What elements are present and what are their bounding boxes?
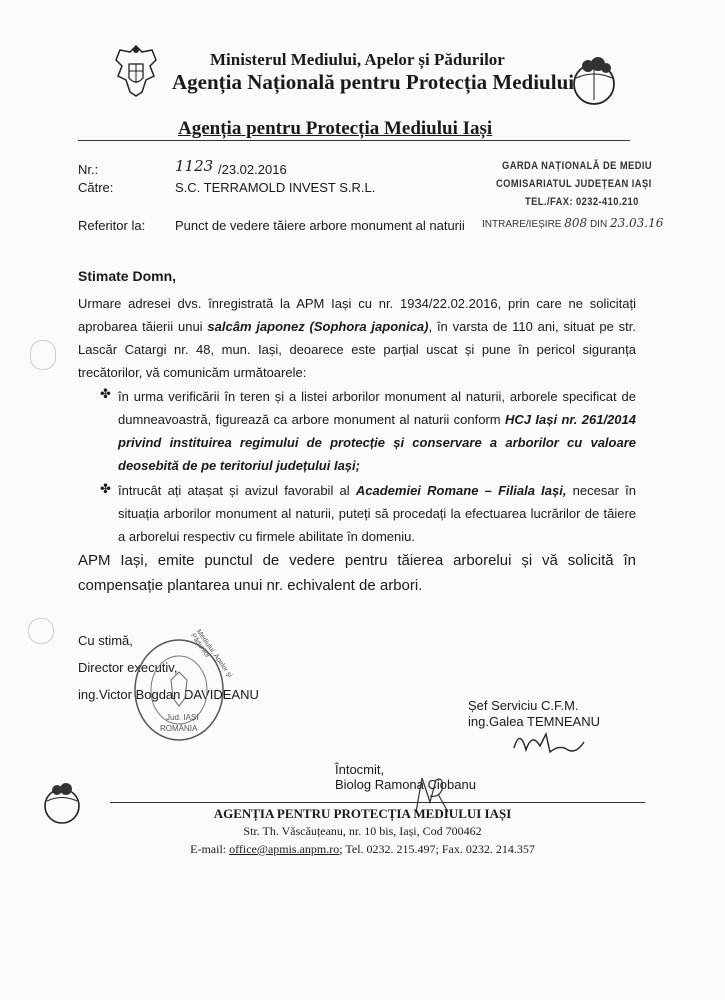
stamp-line-3: TEL./FAX: 0232-410.210 (525, 196, 639, 208)
drafted-name: Biolog Ramona Ciobanu (335, 777, 476, 792)
stamp-entry-label: INTRARE/IEȘIRE (482, 219, 562, 230)
catre-value: S.C. TERRAMOLD INVEST S.R.L. (175, 180, 376, 195)
greeting: Stimate Domn, (78, 268, 177, 284)
scan-artifact (30, 340, 56, 370)
drafted-label: Întocmit, (335, 762, 385, 777)
footer-divider (110, 802, 645, 803)
footer-address: Str. Th. Văscăuțeanu, nr. 10 bis, Iași, Cod 700462 (243, 824, 482, 838)
p1-text-a: Urmare adresei dvs. înregistrată la APM Iași cu nr. 1934/22.02.2016, prin care ne solicitați aprobarea tăierii unui (78, 296, 636, 334)
leaf-bullet-icon: ✤ (100, 481, 111, 496)
director-name: ing.Victor Bogdan DAVIDEANU (78, 687, 259, 702)
seal-text-2: Jud. IAȘI (166, 713, 199, 722)
local-agency-title: Agenția pentru Protecția Mediului Iași (178, 118, 493, 139)
director-title: Director executiv, (78, 660, 178, 675)
referitor-value: Punct de vedere tăiere arbore monument al naturii (175, 218, 465, 233)
stamp-entry-nr: 808 (564, 216, 588, 230)
agency-title: Agenția Națională pentru Protecția Mediului (172, 70, 575, 94)
chief-name: ing.Galea TEMNEANU (468, 714, 600, 729)
nr-handwritten: 1123 (175, 157, 214, 175)
globe-tree-logo-icon (568, 56, 620, 108)
bullet-2-academy: Academiei Romane – Filiala Iași, (355, 483, 567, 498)
bullet-1 (118, 385, 636, 477)
nr-label: Nr.: (78, 162, 99, 177)
stamp-entry-date: 23.03.16 (609, 216, 664, 230)
coat-of-arms-icon (112, 42, 160, 98)
paragraph-1 (78, 292, 636, 384)
stamp-line-1: GARDA NAȚIONALĂ DE MEDIU (502, 160, 653, 172)
chief-title: Șef Serviciu C.F.M. (468, 698, 579, 713)
paragraph-2: APM Iași, emite punctul de vedere pentru tăierea arborelui și vă solicită în compensație plantarea unui nr. echivalent de arbori. (78, 552, 636, 594)
bullet-1-text: în urma verificării în teren și a listei arborilor monument al naturii, arborele specificat de dumneavoastră, figurează ca arbore monument al naturii conform (118, 389, 636, 427)
footer-email-link[interactable]: office@apmis.anpm.ro (229, 842, 340, 856)
footer-agency: AGENȚIA PENTRU PROTECȚIA MEDIULUI IAȘI (213, 806, 512, 821)
bullet-2 (118, 479, 636, 548)
chief-signature (510, 724, 590, 760)
ministry-title: Ministerul Mediului, Apelor și Pădurilor (210, 50, 505, 69)
stamp-line-2: COMISARIATUL JUDEȚEAN IAȘI (496, 178, 652, 190)
bullet-2-text-a: întrucât ați atașat și avizul favorabil al (118, 483, 356, 498)
leaf-bullet-icon: ✤ (100, 386, 111, 401)
footer-email-label: E-mail: (190, 842, 230, 856)
stamp-din-label: DIN (589, 219, 608, 230)
nr-date: /23.02.2016 (218, 162, 287, 177)
p1-text-b: , în varsta de 110 ani, situat pe str. Lascăr Catargi nr. 48, mun. Iași, deoarece este parțial uscat și pune în pericol siguranța trecătorilor, vă comunicăm următoarele: (78, 319, 636, 380)
footer-contacts (0, 842, 725, 857)
scan-artifact (28, 618, 54, 644)
footer-phone-fax: ; Tel. 0232. 215.497; Fax. 0232. 214.357 (339, 842, 535, 856)
header-divider (78, 140, 630, 141)
seal-text-3: ROMÂNIA (160, 724, 198, 733)
referitor-label: Referitor la: (78, 218, 146, 233)
bullet-1-hcj: HCJ Iași nr. 261/2014 privind instituirea regimului de protecție și conservare a arborilor cu valoare deosebită de pe teritoriul județului Iași; (118, 412, 636, 473)
bullet-2-text-b: necesar în situația arborilor monument al naturii, puteți să procedați la efectuarea lucrărilor de tăiere a arborelui respectiv cu firmele abilitate în domeniu. (118, 483, 636, 544)
closing: Cu stimă, (78, 633, 133, 648)
catre-label: Către: (78, 180, 114, 195)
p1-species: salcâm japonez (Sophora japonica) (207, 319, 429, 334)
seal-text-1: Mediului, Apelor și Pădurilor (189, 628, 234, 679)
stamp-line-4 (482, 216, 663, 230)
